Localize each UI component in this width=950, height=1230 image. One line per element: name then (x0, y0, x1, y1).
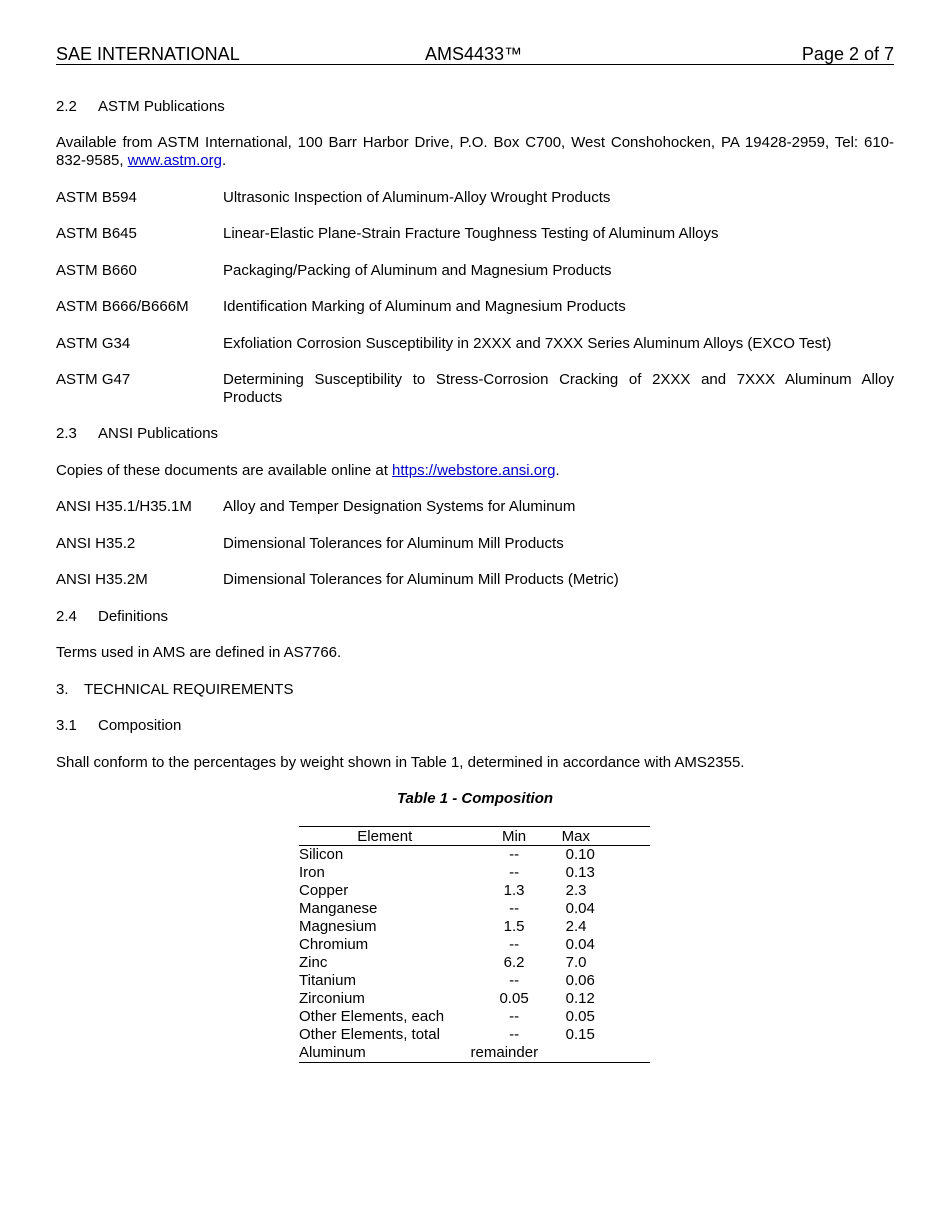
table-row (299, 972, 650, 990)
table-row (299, 954, 650, 972)
cell-min: -- (509, 936, 520, 953)
section-heading-3-1 (56, 717, 181, 735)
cell-element: Chromium (299, 936, 369, 953)
cell-max: 7.0 (565, 954, 587, 971)
cell-element: Other Elements, total (299, 1026, 440, 1043)
cell-max: 0.06 (565, 972, 595, 989)
cell-max (558, 1044, 650, 1063)
cell-element: Copper (299, 882, 349, 899)
reference-code: ASTM B594 (56, 189, 137, 206)
table-header-row (299, 827, 650, 846)
reference-title: Identification Marking of Aluminum and Magnesium Products (223, 298, 626, 315)
cell-max: 0.13 (565, 864, 595, 881)
cell-min: 1.3 (503, 882, 525, 899)
cell-min: -- (509, 1026, 520, 1043)
cell-element: Silicon (299, 846, 344, 863)
composition-table (299, 826, 650, 1063)
cell-element: Magnesium (299, 918, 377, 935)
astm-intro-paragraph (56, 134, 894, 170)
section-heading-2-3 (56, 425, 218, 443)
table-row (299, 864, 650, 882)
section-number: 3.1 (56, 717, 77, 734)
table-row (299, 900, 650, 918)
cell-min: 0.05 (499, 990, 529, 1007)
cell-element: Manganese (299, 900, 378, 917)
cell-min: -- (509, 1008, 520, 1025)
reference-title: Exfoliation Corrosion Susceptibility in 2XXX and 7XXX Series Aluminum Alloys (EXCO Test) (223, 335, 832, 352)
reference-code: ANSI H35.2M (56, 571, 148, 588)
cell-max: 0.12 (565, 990, 595, 1007)
reference-code: ANSI H35.2 (56, 535, 136, 552)
page-header (56, 44, 894, 65)
reference-title: Packaging/Packing of Aluminum and Magnesium Products (223, 262, 612, 279)
table-row (299, 936, 650, 954)
section-title: ASTM Publications (98, 98, 225, 115)
cell-max: 0.10 (565, 846, 595, 863)
column-header-min: Min (471, 827, 558, 846)
cell-min: -- (509, 900, 520, 917)
table-row (299, 1026, 650, 1044)
cell-element: Iron (299, 864, 325, 881)
reference-code: ASTM B660 (56, 262, 137, 279)
cell-max: 0.05 (565, 1008, 595, 1025)
cell-max: 0.15 (565, 1026, 595, 1043)
cell-element: Titanium (299, 972, 356, 989)
reference-title: Linear-Elastic Plane-Strain Fracture Toughness Testing of Aluminum Alloys (223, 225, 719, 242)
reference-code: ASTM B666/B666M (56, 298, 189, 315)
reference-title: Dimensional Tolerances for Aluminum Mill Products (Metric) (223, 571, 619, 588)
reference-code: ASTM G34 (56, 335, 131, 352)
cell-max: 2.4 (565, 918, 587, 935)
table-row (299, 1044, 650, 1063)
section-heading-3 (56, 681, 293, 699)
section-heading-2-4 (56, 608, 168, 626)
section-title: Composition (98, 717, 182, 734)
section-title: TECHNICAL REQUIREMENTS (84, 681, 294, 698)
astm-link[interactable]: www.astm.org (127, 152, 222, 169)
section-heading-2-2 (56, 98, 225, 116)
section-number: 2.3 (56, 425, 77, 442)
astm-intro-text: Available from ASTM International, 100 Barr Harbor Drive, P.O. Box C700, West Conshohocken, PA 19428-2959, Tel: 610-832-9585, (56, 134, 894, 169)
reference-code: ANSI H35.1/H35.1M (56, 498, 192, 515)
reference-title-line-1: Determining Susceptibility to Stress-Corrosion Cracking of 2XXX and 7XXX Aluminum Alloy (223, 371, 894, 388)
table-row (299, 882, 650, 900)
reference-title: Ultrasonic Inspection of Aluminum-Alloy Wrought Products (223, 189, 611, 206)
section-number: 2.4 (56, 608, 77, 625)
cell-element: Other Elements, each (299, 1008, 445, 1025)
cell-max: 2.3 (565, 882, 587, 899)
header-org: SAE INTERNATIONAL (56, 44, 240, 64)
table-row (299, 918, 650, 936)
ansi-link[interactable]: https://webstore.ansi.org (392, 462, 556, 479)
reference-code: ASTM B645 (56, 225, 137, 242)
cell-element: Aluminum (299, 1044, 471, 1063)
table-row (299, 1008, 650, 1026)
cell-min: 6.2 (503, 954, 525, 971)
cell-element: Zirconium (299, 990, 365, 1007)
composition-text: Shall conform to the percentages by weight shown in Table 1, determined in accordance with AMS2355. (56, 754, 745, 771)
header-doc-id: AMS4433™ (425, 44, 523, 64)
ansi-intro-period: . (555, 462, 560, 479)
cell-max: 0.04 (565, 936, 595, 953)
section-number: 2.2 (56, 98, 77, 115)
column-header-max: Max (558, 827, 650, 846)
table-row (299, 990, 650, 1008)
cell-element: Zinc (299, 954, 328, 971)
column-header-element: Element (299, 827, 471, 846)
reference-title-line-2: Products (223, 389, 283, 406)
table-caption: Table 1 - Composition (396, 790, 554, 807)
reference-code: ASTM G47 (56, 371, 131, 388)
header-page-number: Page 2 of 7 (801, 44, 894, 64)
definitions-text: Terms used in AMS are defined in AS7766. (56, 644, 342, 661)
section-title: Definitions (98, 608, 169, 625)
cell-min: -- (509, 846, 520, 863)
section-number: 3. (56, 681, 69, 698)
table-row (299, 846, 650, 865)
cell-max: 0.04 (565, 900, 595, 917)
section-title: ANSI Publications (98, 425, 219, 442)
cell-min: remainder (471, 1044, 558, 1063)
reference-title: Dimensional Tolerances for Aluminum Mill Products (223, 535, 564, 552)
cell-min: 1.5 (503, 918, 525, 935)
ansi-intro-text: Copies of these documents are available online at (56, 462, 393, 479)
cell-min: -- (509, 864, 520, 881)
cell-min: -- (509, 972, 520, 989)
ansi-intro-paragraph (56, 462, 894, 480)
astm-intro-period: . (221, 152, 227, 169)
reference-title: Alloy and Temper Designation Systems for Aluminum (223, 498, 576, 515)
